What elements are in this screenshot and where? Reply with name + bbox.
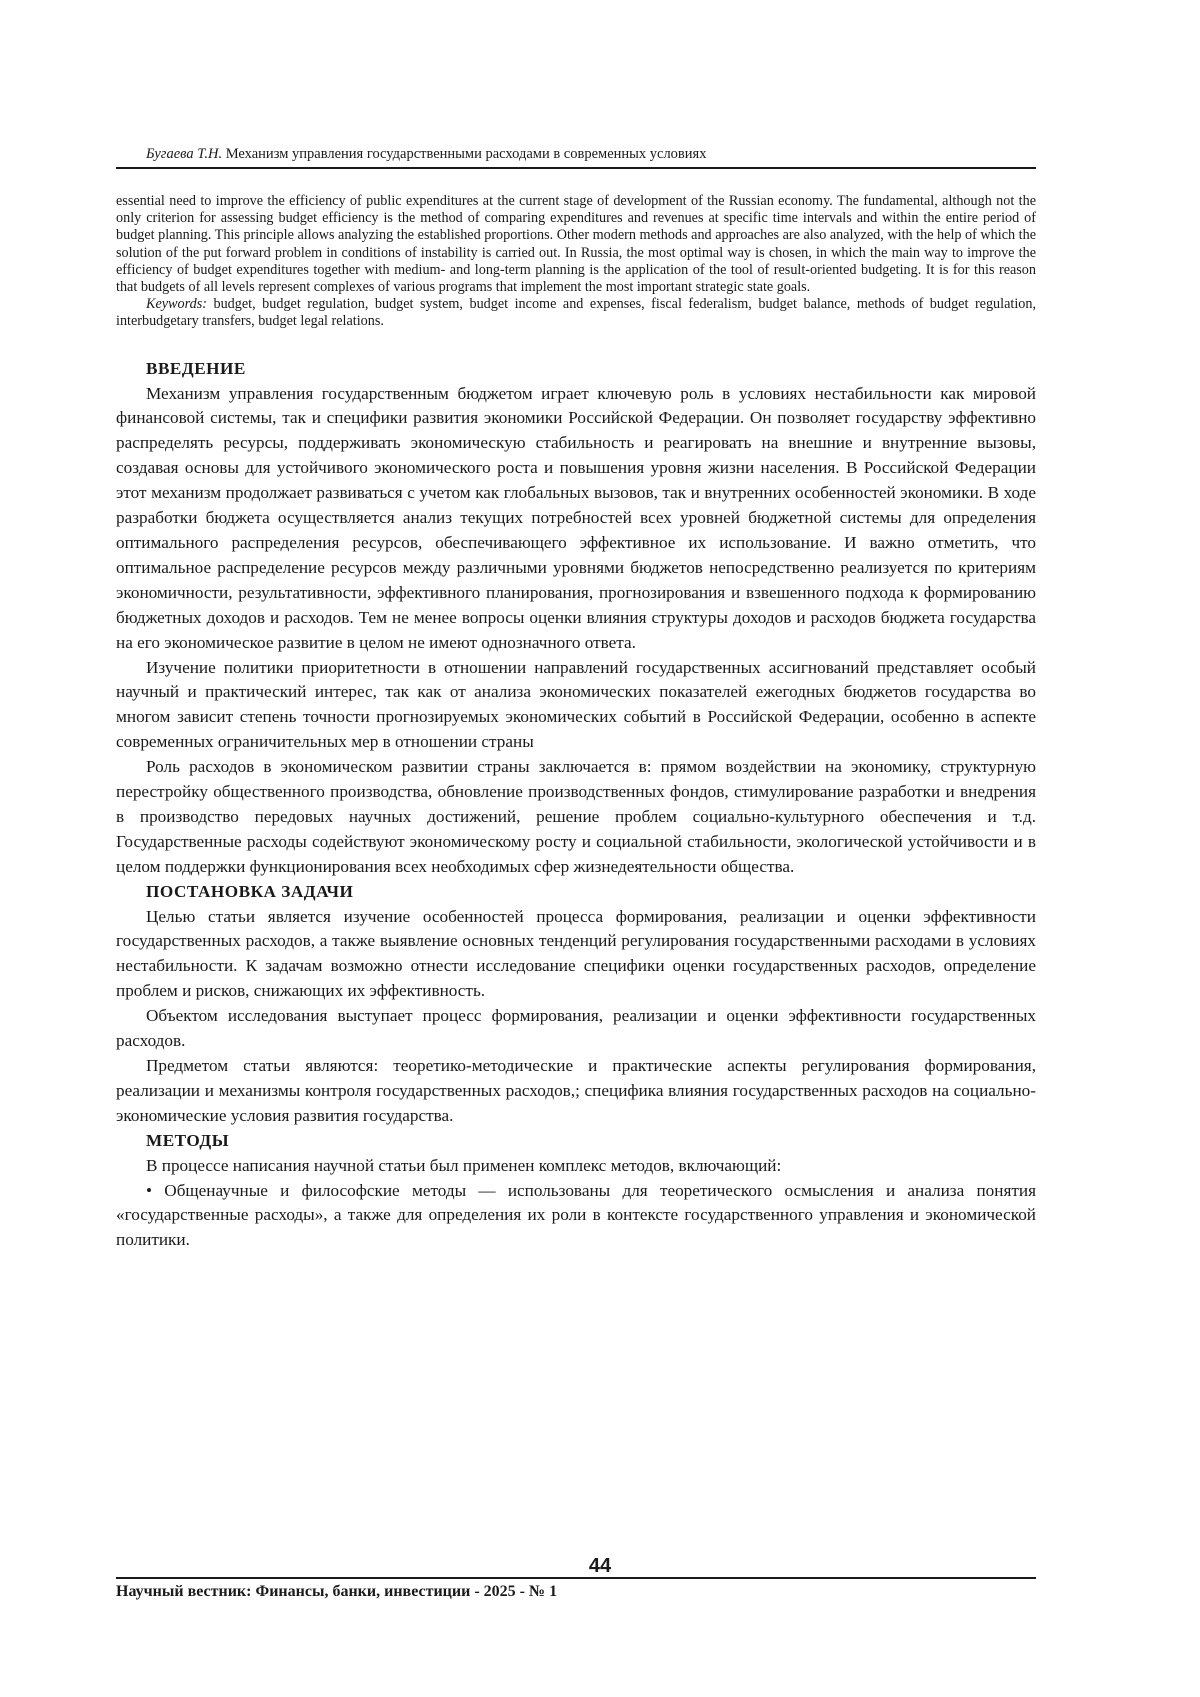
paragraph: Объектом исследования выступает процесс формирования, реализации и оценки эффективности государственных расходов. bbox=[116, 1006, 1036, 1051]
running-header bbox=[116, 145, 1036, 169]
abstract-text: essential need to improve the efficiency of public expenditures at the current stage of development of the Russian economy. The fundamental, although not the only criterion for assessing budget efficiency is the method of comparing expenditures and revenues at specific time intervals and within the entire period of budget planning. This principle allows analyzing the established proportions. Other modern methods and approaches are also analyzed, with the help of which the solution of the put forward problem in conditions of instability is carried out. In Russia, the most optimal way is chosen, in which the main way to improve the efficiency of budget expenditures together with medium- and long-term planning is the application of the tool of result-oriented budgeting. It is for this reason that budgets of all levels represent complexes of various programs that implement the most important strategic state goals. bbox=[116, 193, 1036, 296]
journal-footer: Научный вестник: Финансы, банки, инвестиции - 2025 - № 1 bbox=[116, 1577, 1036, 1602]
bullet-paragraph: • Общенаучные и философские методы — использованы для теоретического осмысления и анализа понятия «государственные расходы», а также для определения их роли в контексте государственного управления и экономической политики. bbox=[116, 1180, 1036, 1250]
section-heading-problem: ПОСТАНОВКА ЗАДАЧИ bbox=[146, 881, 354, 901]
abstract bbox=[116, 193, 1036, 331]
header-title: Механизм управления государственными расходами в современных условиях bbox=[225, 146, 707, 162]
paragraph: Предметом статьи являются: теоретико-методические и практические аспекты регулирования формирования, реализации и механизмы контроля государственных расходов,; специфика влияния государственных расходов на социально-экономические условия развития государства. bbox=[116, 1056, 1036, 1125]
paragraph: Роль расходов в экономическом развитии страны заключается в: прямом воздействии на экономику, структурную перестройку общественного производства, обновление производственных фондов, стимулирование разработки и внедрения в производство передовых научных достижений, решение проблем социально-культурного обеспечения и т.д. Государственные расходы содействуют экономическому росту и социальной стабильности, экологической устойчивости и в целом поддержки функционирования всех необходимых сфер жизнедеятельности общества. bbox=[116, 757, 1036, 876]
page-number: 44 bbox=[588, 1555, 612, 1577]
keywords-list: budget, budget regulation, budget system, budget income and expenses, fiscal federalism, budget balance, methods of budget regulation, interbudgetary transfers, budget legal relations. bbox=[116, 296, 1037, 330]
section-heading-intro: ВВЕДЕНИЕ bbox=[146, 358, 246, 378]
article-body bbox=[116, 357, 1036, 1254]
section-heading-methods: МЕТОДЫ bbox=[146, 1130, 230, 1150]
keywords bbox=[116, 296, 1036, 330]
header-author: Бугаева Т.Н. bbox=[146, 146, 223, 162]
paragraph: Изучение политики приоритетности в отношении направлений государственных ассигнований представляет особый научный и практический интерес, так как от анализа экономических показателей ежегодных бюджетов государства во многом зависит степень точности прогнозируемых экономических событий в Российской Федерации, особенно в аспекте современных ограничительных мер в отношении страны bbox=[116, 657, 1036, 752]
keywords-label: Keywords: bbox=[146, 296, 207, 313]
page-content bbox=[116, 145, 1036, 1253]
paragraph: Механизм управления государственным бюджетом играет ключевую роль в условиях нестабильности как мировой финансовой системы, так и специфики развития экономики Российской Федерации. Он позволяет государству эффективно распределять ресурсы, поддерживать экономическую стабильность и реагировать на внешние и внутренние вызовы, создавая основы для устойчивого экономического роста и повышения уровня жизни населения. В Российской Федерации этот механизм продолжает развиваться с учетом как глобальных вызовов, так и внутренних особенностей экономики. В ходе разработки бюджета осуществляется анализ текущих потребностей всех уровней бюджетной системы для определения оптимального распределения ресурсов, обеспечивающего эффективное их использование. И важно отметить, что оптимальное распределение ресурсов между различными уровнями бюджетов непосредственно реализуется по критериям экономичности, результативности, эффективного планирования, прогнозирования и взвешенного подхода к формированию бюджетных доходов и расходов. Тем не менее вопросы оценки влияния структуры доходов и расходов бюджета государства на его экономическое развитие в целом не имеют однозначного ответа. bbox=[116, 383, 1036, 652]
paragraph: Целью статьи является изучение особенностей процесса формирования, реализации и оценки эффективности государственных расходов, а также выявление основных тенденций регулирования государственными расходами в условиях нестабильности. К задачам возможно отнести исследование специфики оценки государственных расходов, определение проблем и рисков, снижающих их эффективность. bbox=[116, 906, 1036, 1001]
paragraph: В процессе написания научной статьи был применен комплекс методов, включающий: bbox=[146, 1155, 782, 1175]
